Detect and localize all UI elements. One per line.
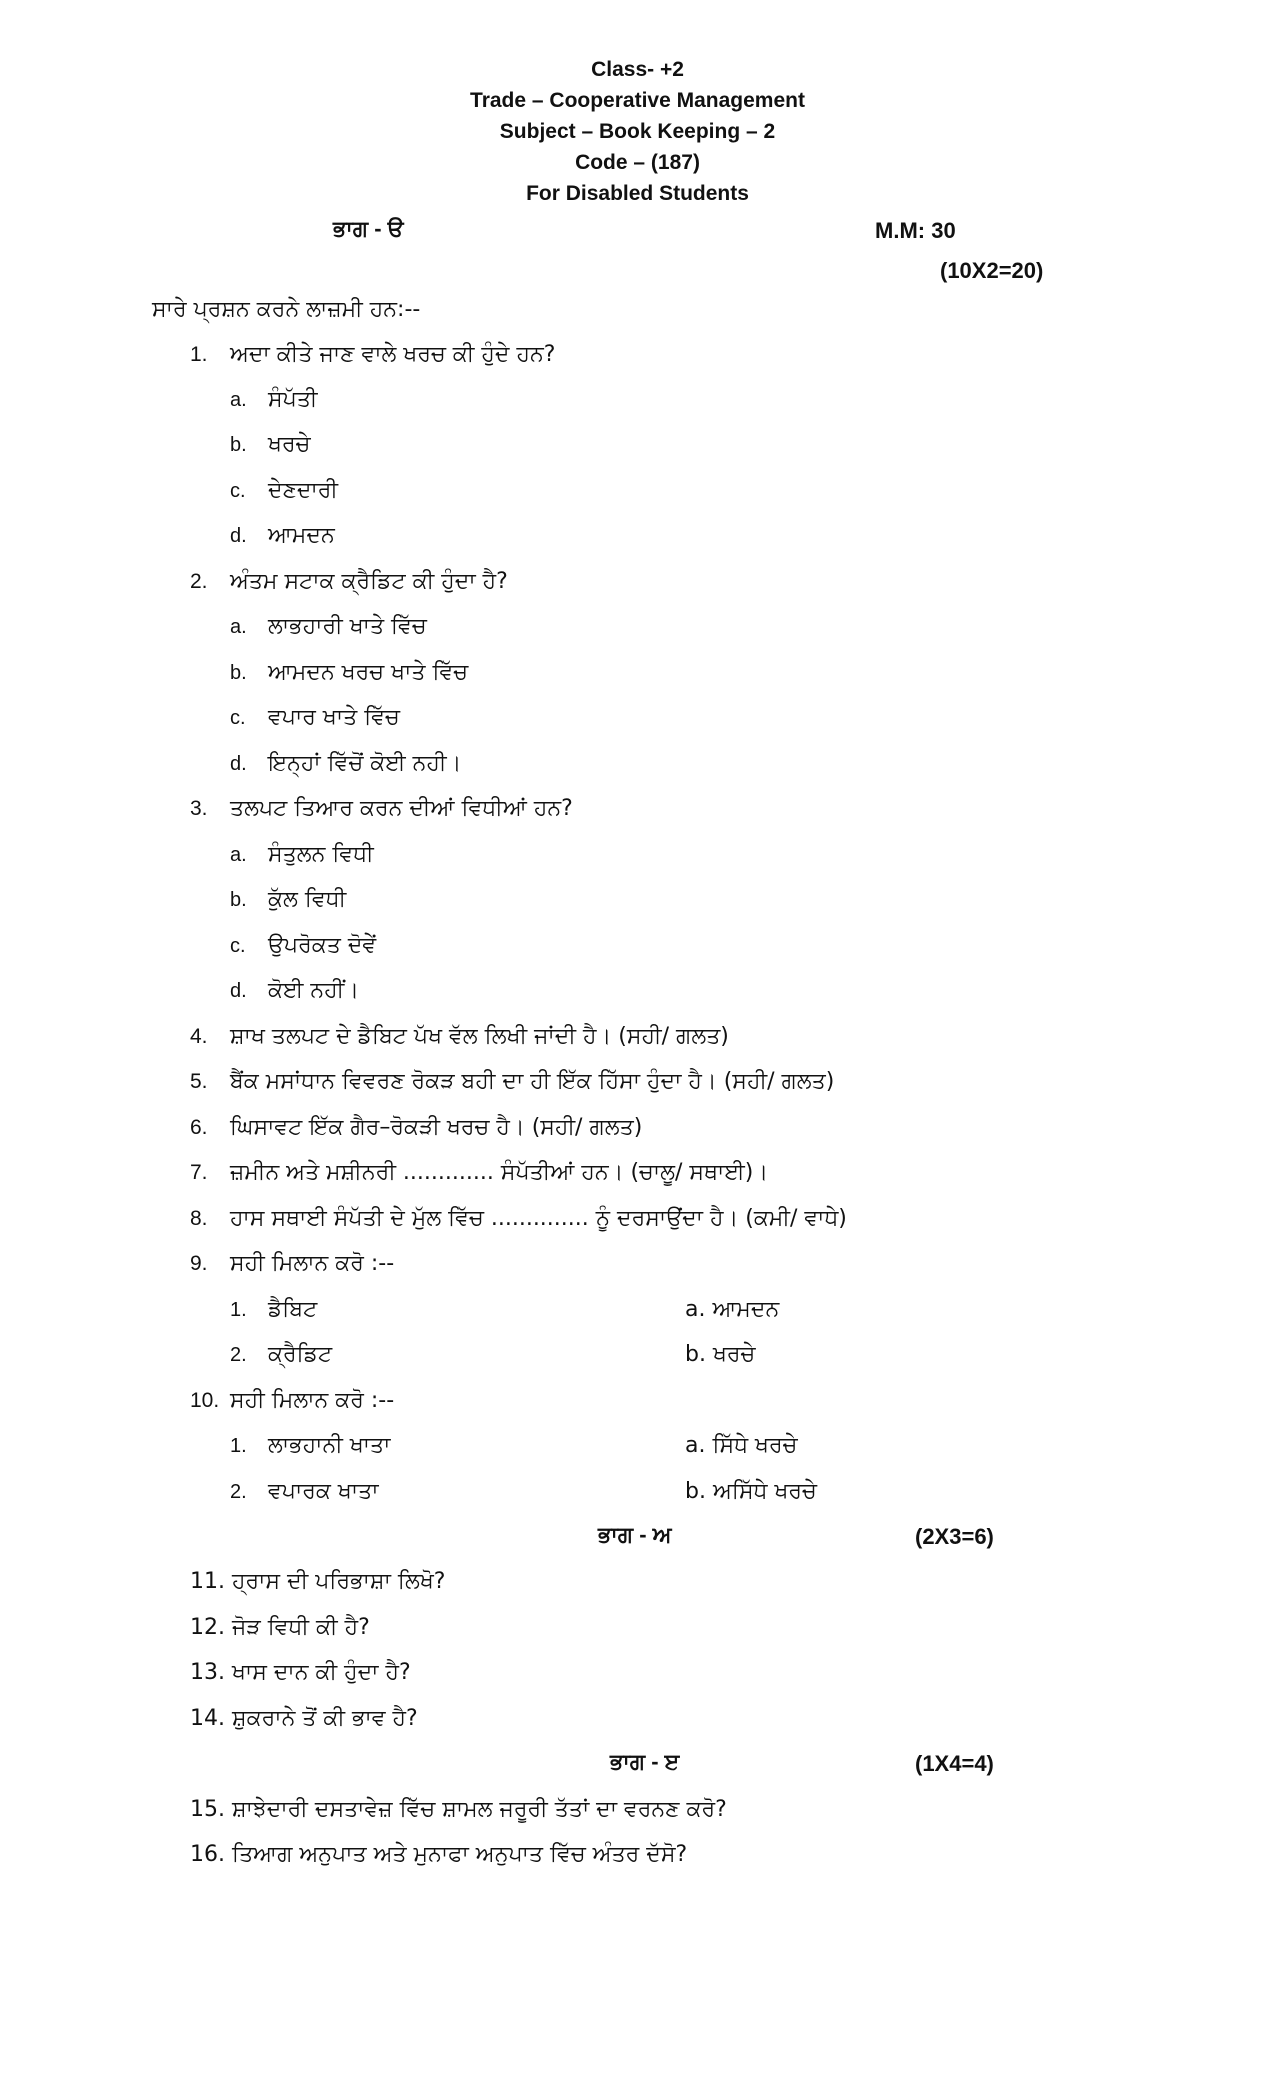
question-5: 5. ਬੈਂਕ ਮਸਾਂਧਾਨ ਵਿਵਰਣ ਰੋਕੜ ਬਹੀ ਦਾ ਹੀ ਇੱਕ ਹਿੱਸਾ ਹੁੰਦਾ ਹੈ। (ਸਹੀ/ ਗਲਤ) [190, 1069, 835, 1094]
audience-line: For Disabled Students [526, 182, 749, 205]
max-marks: M.M: 30 [875, 218, 956, 243]
question-13: 13. ਖਾਸ ਦਾਨ ਕੀ ਹੁੰਦਾ ਹੈ? [190, 1660, 411, 1685]
option: d. ਆਮਦਨ [230, 523, 335, 548]
class-line: Class- +2 [591, 58, 684, 81]
match-left-item: 1. ਡੈਬਿਟ [230, 1297, 318, 1322]
section-a-marks: (10X2=20) [940, 258, 1044, 283]
subject-line: Subject – Book Keeping – 2 [499, 120, 776, 143]
question-9: 9. ਸਹੀ ਮਿਲਾਨ ਕਰੋ :-- [190, 1251, 395, 1276]
question-6: 6. ਘਿਸਾਵਟ ਇੱਕ ਗੈਰ–ਰੋਕੜੀ ਖਰਚ ਹੈ। (ਸਹੀ/ ਗਲਤ) [190, 1115, 643, 1140]
question-14: 14. ਸ਼ੁਕਰਾਨੇ ਤੋਂ ਕੀ ਭਾਵ ਹੈ? [190, 1706, 418, 1731]
option: c. ਵਪਾਰ ਖਾਤੇ ਵਿੱਚ [230, 705, 400, 730]
option: b. ਕੁੱਲ ਵਿਧੀ [230, 887, 347, 912]
match-left-item: 2. ਕ੍ਰੈਡਿਟ [230, 1342, 333, 1367]
option: a. ਲਾਭਹਾਰੀ ਖਾਤੇ ਵਿੱਚ [230, 614, 427, 639]
question-2: 2. ਅੰਤਮ ਸਟਾਕ ਕ੍ਰੈਡਿਟ ਕੀ ਹੁੰਦਾ ਹੈ? [190, 569, 508, 594]
question-3: 3. ਤਲਪਟ ਤਿਆਰ ਕਰਨ ਦੀਆਂ ਵਿਧੀਆਂ ਹਨ? [190, 796, 573, 821]
option: b. ਆਮਦਨ ਖਰਚ ਖਾਤੇ ਵਿੱਚ [230, 660, 469, 685]
match-right-item: a. ਆਮਦਨ [685, 1297, 780, 1322]
section-a-title: ਭਾਗ - ੳ [333, 216, 404, 241]
question-8: 8. ਹਾਸ ਸਥਾਈ ਸੰਪੱਤੀ ਦੇ ਮੁੱਲ ਵਿੱਚ .............. ਨੂੰ ਦਰਸਾਉਂਦਾ ਹੈ। (ਕਮੀ/ ਵਾਧੇ) [190, 1206, 847, 1231]
question-1: 1. ਅਦਾ ਕੀਤੇ ਜਾਣ ਵਾਲੇ ਖਰਚ ਕੀ ਹੁੰਦੇ ਹਨ? [190, 342, 556, 367]
instruction: ਸਾਰੇ ਪ੍ਰਸ਼ਨ ਕਰਨੇ ਲਾਜ਼ਮੀ ਹਨ:-- [152, 297, 421, 322]
question-10: 10. ਸਹੀ ਮਿਲਾਨ ਕਰੋ :-- [190, 1388, 395, 1413]
match-left-item: 2. ਵਪਾਰਕ ਖਾਤਾ [230, 1479, 379, 1504]
section-b-title: ਭਾਗ - ਅ [598, 1522, 672, 1547]
code-line: Code – (187) [575, 151, 700, 174]
option: a. ਸੰਤੁਲਨ ਵਿਧੀ [230, 842, 374, 867]
option: c. ਉਪਰੋਕਤ ਦੋਵੇਂ [230, 933, 377, 958]
option: c. ਦੇਣਦਾਰੀ [230, 478, 339, 503]
match-right-item: b. ਖਰਚੇ [685, 1342, 756, 1367]
section-c-marks: (1X4=4) [915, 1751, 994, 1776]
match-right-item: a. ਸਿੱਧੇ ਖਰਚੇ [685, 1433, 798, 1458]
match-right-item: b. ਅਸਿੱਧੇ ਖਰਚੇ [685, 1479, 817, 1504]
section-c-title: ਭਾਗ - ੲ [610, 1749, 680, 1774]
question-7: 7. ਜ਼ਮੀਨ ਅਤੇ ਮਸ਼ੀਨਰੀ ............. ਸੰਪੱਤੀਆਂ ਹਨ। (ਚਾਲੂ/ ਸਥਾਈ)। [190, 1160, 769, 1185]
question-11: 11. ਹ੍ਰਾਸ ਦੀ ਪਰਿਭਾਸ਼ਾ ਲਿਖੋ? [190, 1569, 446, 1594]
question-12: 12. ਜੋੜ ਵਿਧੀ ਕੀ ਹੈ? [190, 1615, 370, 1640]
question-15: 15. ਸ਼ਾਝੇਦਾਰੀ ਦਸਤਾਵੇਜ਼ ਵਿੱਚ ਸ਼ਾਮਲ ਜਰੂਰੀ ਤੱਤਾਂ ਦਾ ਵਰਨਣ ਕਰੋ? [190, 1797, 727, 1822]
trade-line: Trade – Cooperative Management [470, 89, 805, 112]
option: d. ਇਨ੍ਹਾਂ ਵਿੱਚੋਂ ਕੋਈ ਨਹੀ। [230, 751, 462, 776]
option: d. ਕੋਈ ਨਹੀਂ। [230, 978, 360, 1003]
section-b-marks: (2X3=6) [915, 1524, 994, 1549]
option: b. ਖਰਚੇ [230, 432, 311, 457]
question-16: 16. ਤਿਆਗ ਅਨੁਪਾਤ ਅਤੇ ਮੁਨਾਫਾ ਅਨੁਪਾਤ ਵਿੱਚ ਅੰਤਰ ਦੱਸੋ? [190, 1842, 688, 1867]
option: a. ਸੰਪੱਤੀ [230, 387, 318, 412]
match-left-item: 1. ਲਾਭਹਾਨੀ ਖਾਤਾ [230, 1433, 391, 1458]
question-4: 4. ਸ਼ਾਖ ਤਲਪਟ ਦੇ ਡੈਬਿਟ ਪੱਖ ਵੱਲ ਲਿਖੀ ਜਾਂਦੀ ਹੈ। (ਸਹੀ/ ਗਲਤ) [190, 1024, 729, 1049]
